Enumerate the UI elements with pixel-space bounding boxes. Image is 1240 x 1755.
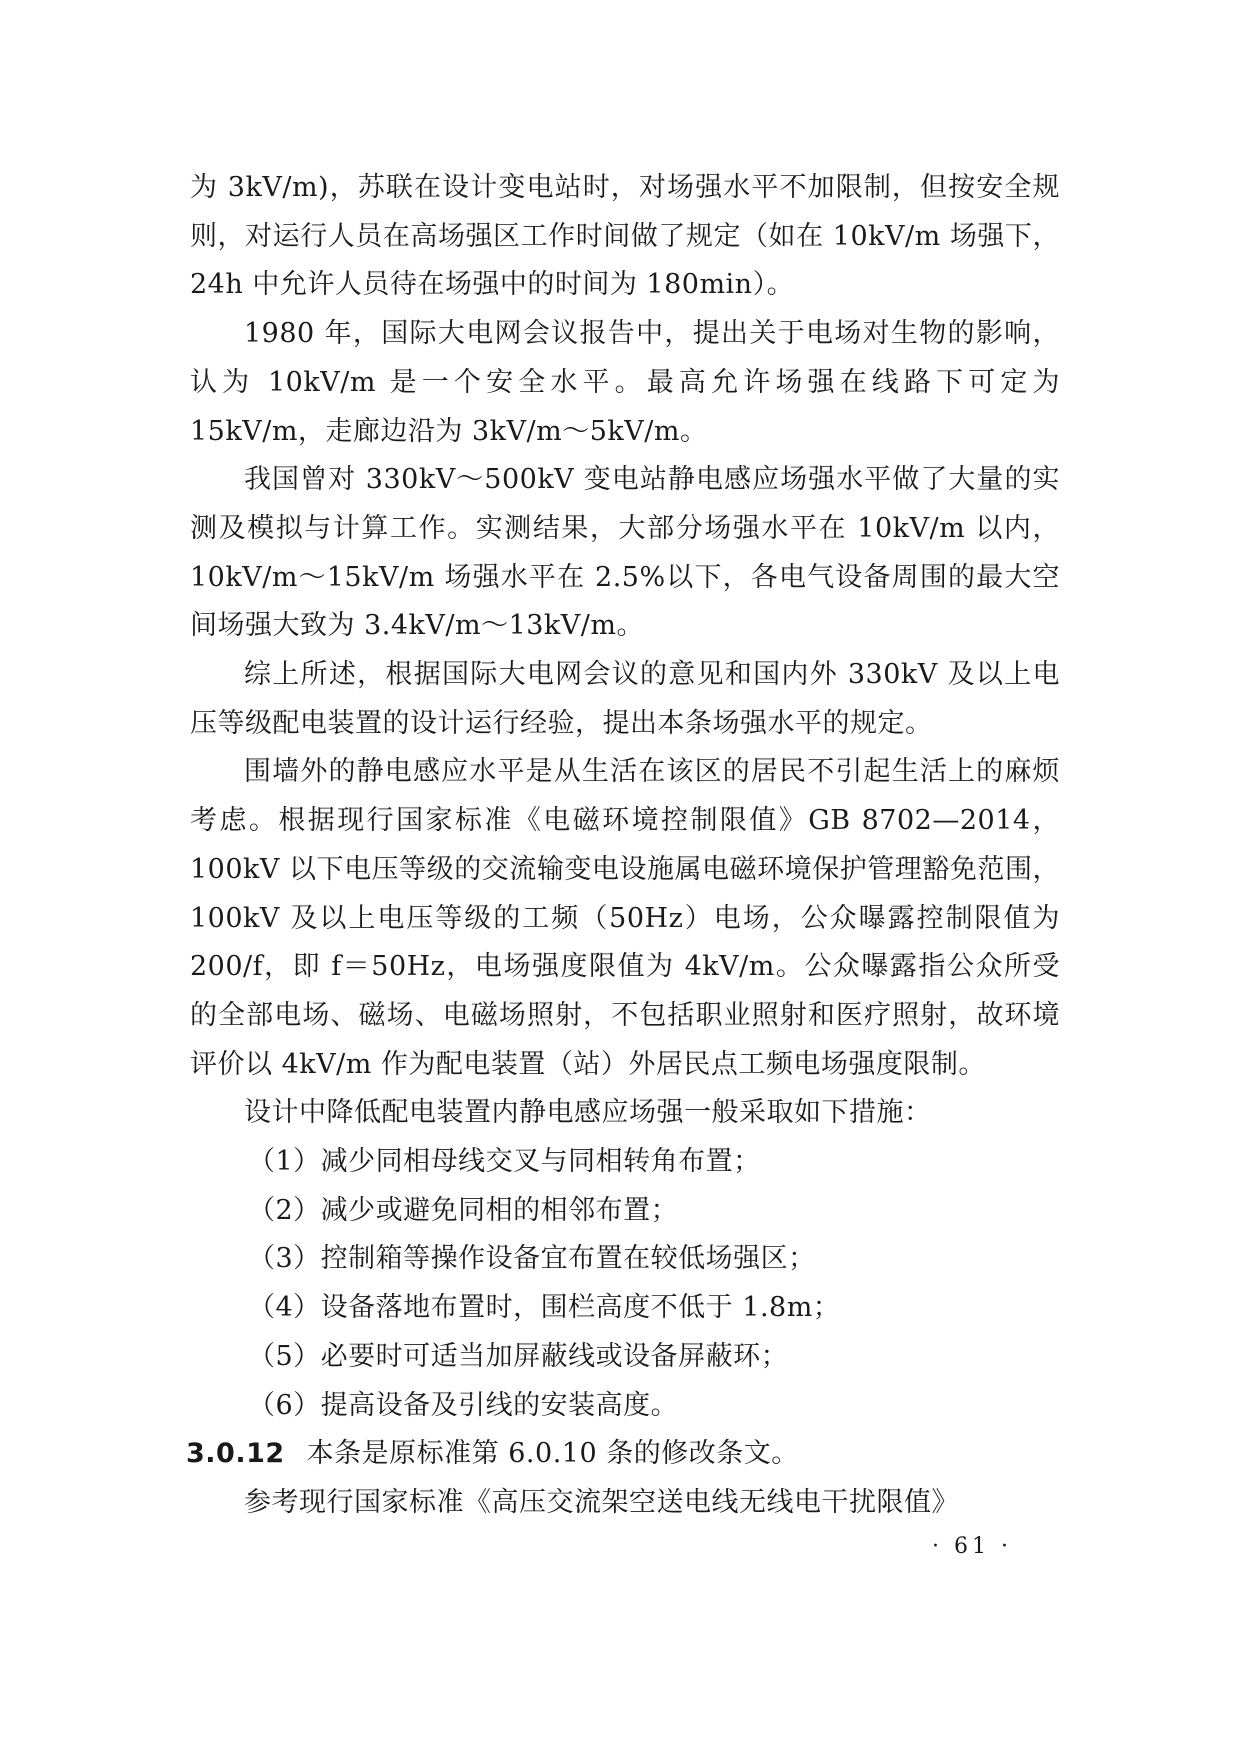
- measure-item-5: （5）必要时可适当加屏蔽线或设备屏蔽环；: [248, 1340, 789, 1372]
- paragraph-china-measurements: 我国曾对 330kV～500kV 变电站静电感应场强水平做了大量的实测及模拟与计算工作。实测结果，大部分场强水平在 10kV/m 以内，10kV/m～15kV/m 场强水平在 2.5%以下，各电气设备周围的最大空间场强大致为 3.4kV/m～13kV/m。: [190, 464, 1060, 642]
- paragraph-outside-wall: 围墙外的静电感应水平是从生活在该区的居民不引起生活上的麻烦考虑。根据现行国家标准《电磁环境控制限值》GB 8702—2014，100kV 以下电压等级的交流输变电设施属电磁环境保护管理豁免范围，100kV 及以上电压等级的工频（50Hz）电场，公众曝露控制限值为 200/f，即 f＝50Hz，电场强度限值为 4kV/m。公众曝露指公众所受的全部电场、磁场、电磁场照射，不包括职业照射和医疗照射，故环境评价以 4kV/m 作为配电装置（站）外居民点工频电场强度限制。: [190, 756, 1060, 1080]
- page-body: [186, 164, 1060, 1528]
- measure-item-4: （4）设备落地布置时，围栏高度不低于 1.8m；: [248, 1292, 841, 1324]
- paragraph-reference-standard: 参考现行国家标准《高压交流架空送电线无线电干扰限值》: [244, 1486, 959, 1518]
- clause-3-0-12: [186, 1430, 1060, 1479]
- clause-number: 3.0.12: [186, 1438, 285, 1470]
- measure-item-3: （3）控制箱等操作设备宜布置在较低场强区；: [248, 1243, 816, 1275]
- measure-item-2: （2）减少或避免同相的相邻布置；: [248, 1194, 679, 1226]
- clause-text: 本条是原标准第 6.0.10 条的修改条文。: [306, 1438, 799, 1470]
- page-number: · 61 ·: [932, 1534, 1012, 1559]
- paragraph-cigre-1980: 1980 年，国际大电网会议报告中，提出关于电场对生物的影响，认为 10kV/m 是一个安全水平。最高允许场强在线路下可定为 15kV/m，走廊边沿为 3kV/m～5kV/m。: [190, 318, 1060, 447]
- paragraph-soviet-practice: 为 3kV/m)，苏联在设计变电站时，对场强水平不加限制，但按安全规则，对运行人员在高场强区工作时间做了规定（如在 10kV/m 场强下，24h 中允许人员待在场强中的时间为 180min）。: [190, 172, 1060, 301]
- paragraph-summary: 综上所述，根据国际大电网会议的意见和国内外 330kV 及以上电压等级配电装置的设计运行经验，提出本条场强水平的规定。: [190, 659, 1060, 739]
- measure-item-6: （6）提高设备及引线的安装高度。: [248, 1389, 679, 1421]
- measure-item-1: （1）减少同相母线交叉与同相转角布置；: [248, 1146, 761, 1178]
- measures-list: [190, 1138, 1060, 1430]
- paragraph-measures-intro: 设计中降低配电装置内静电感应场强一般采取如下措施：: [244, 1097, 932, 1129]
